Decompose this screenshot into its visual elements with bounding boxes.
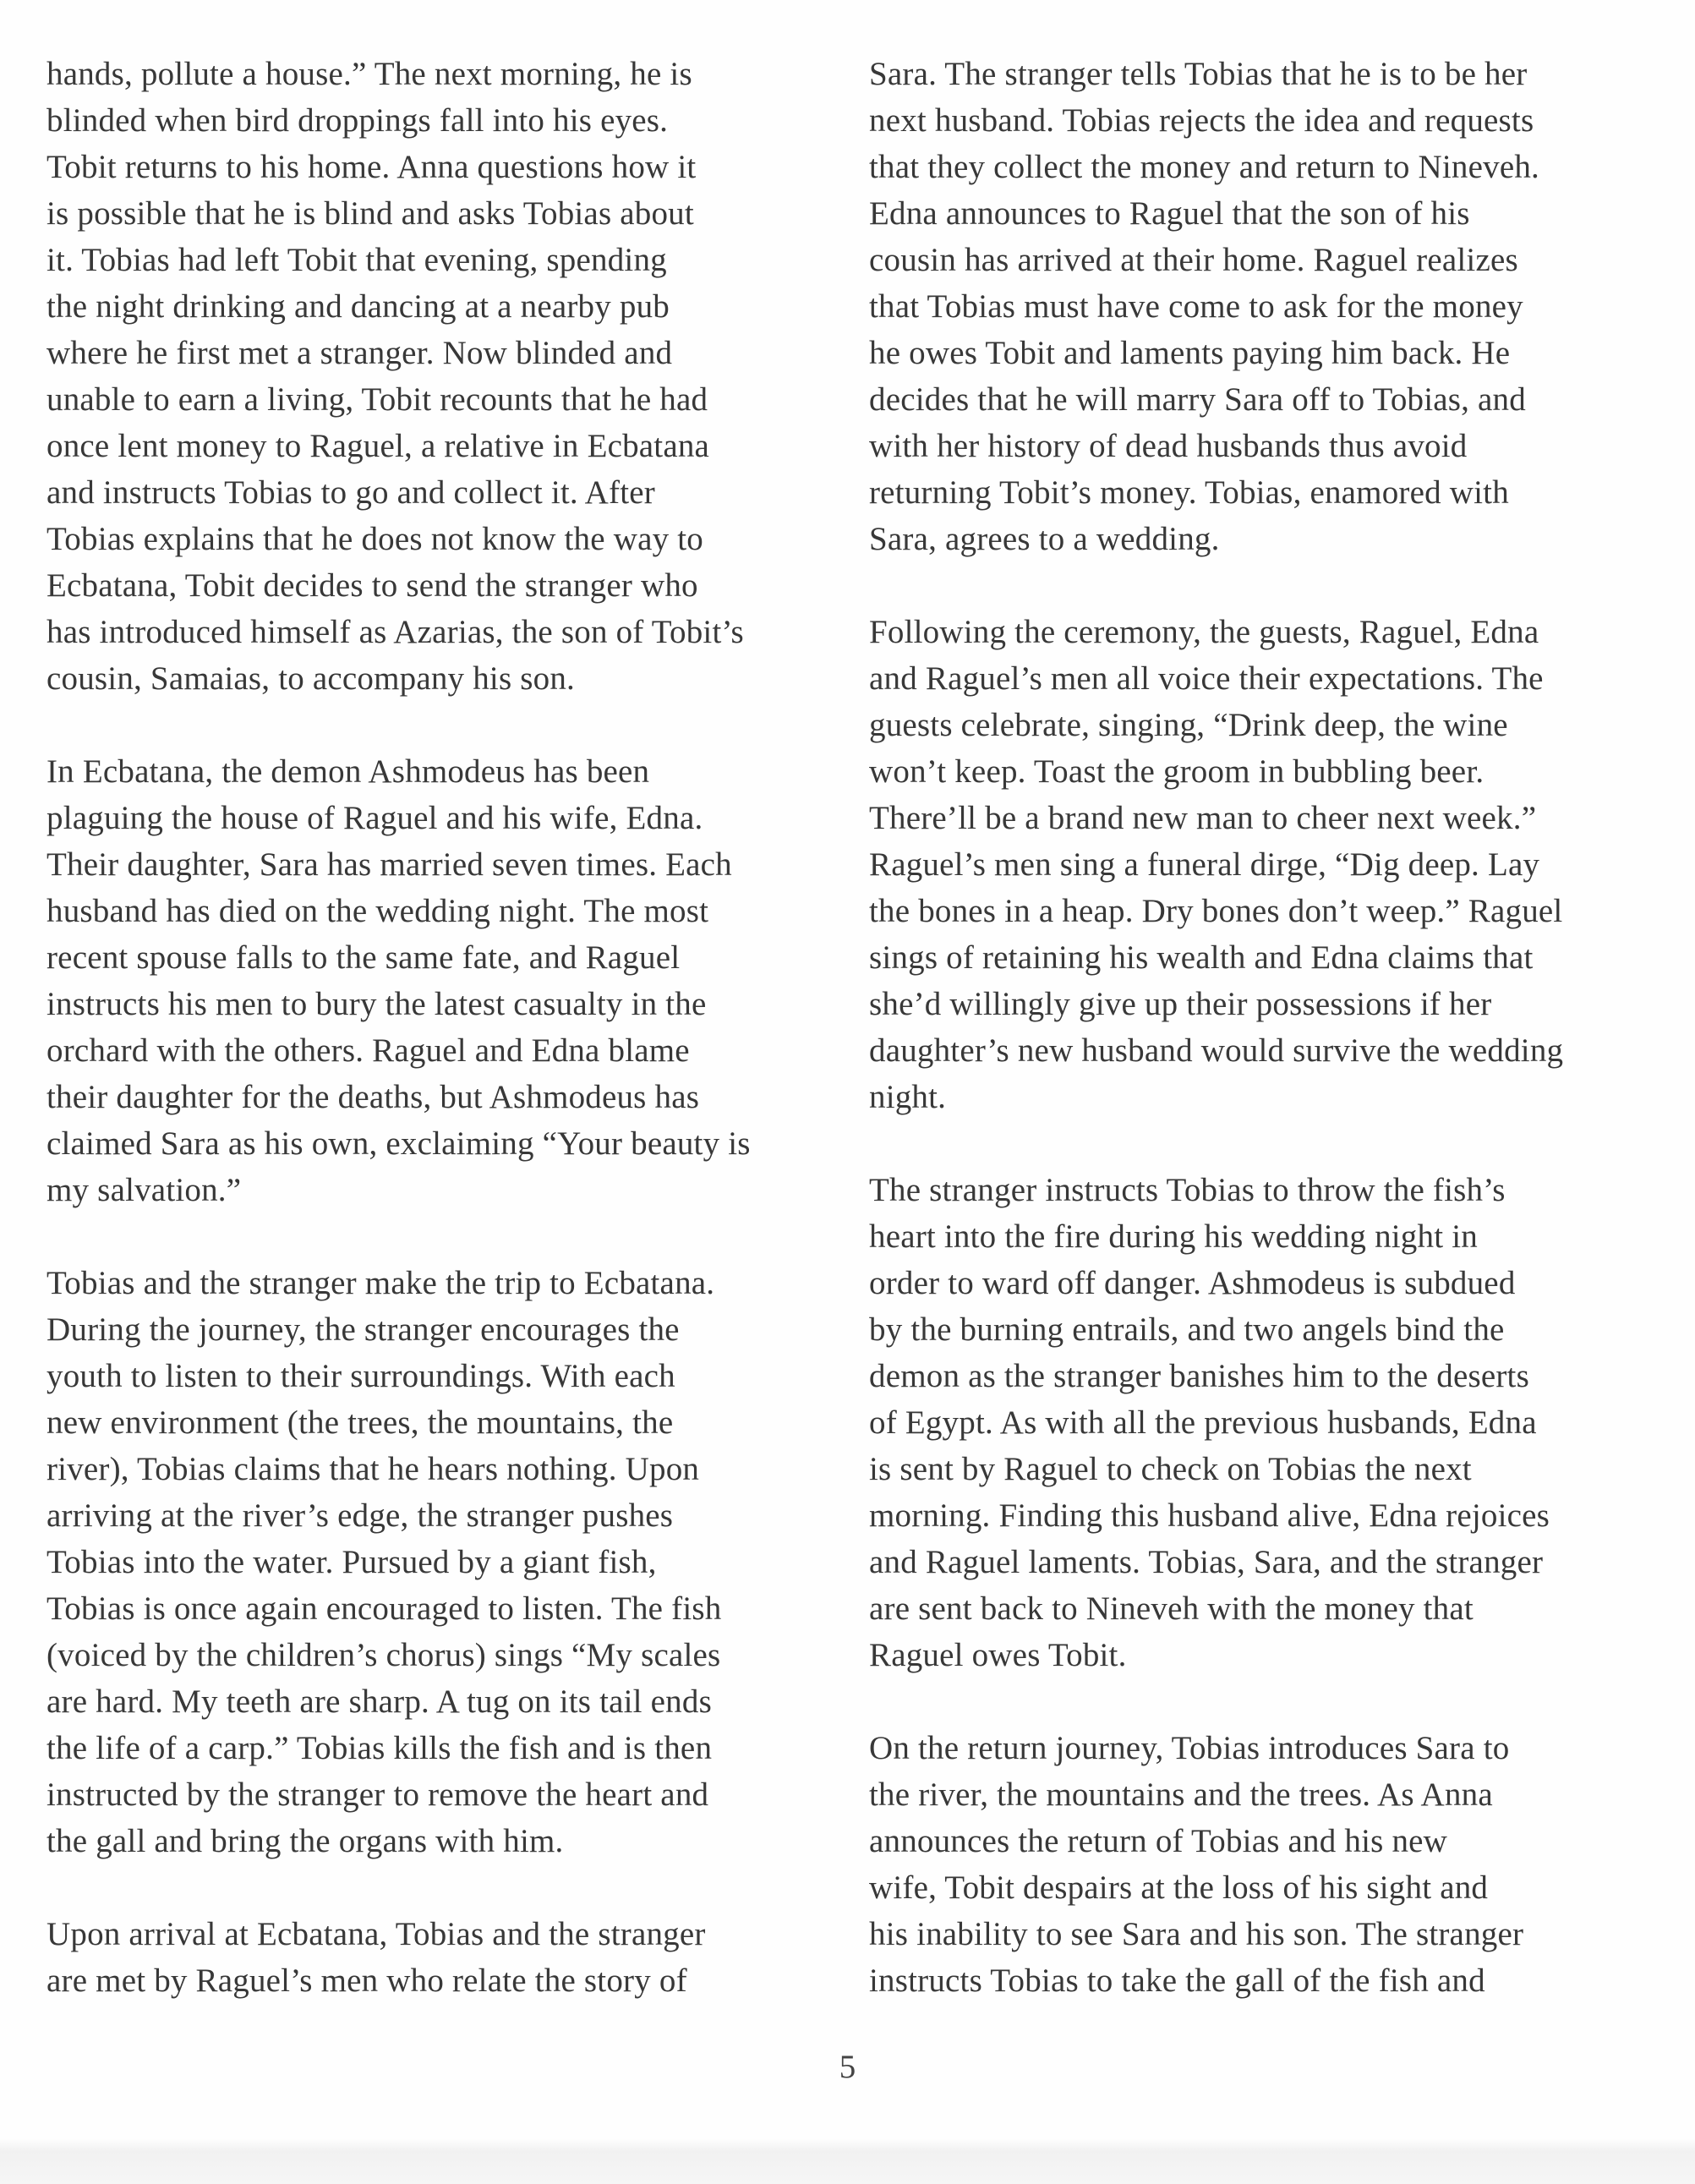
- paragraph: The stranger instructs Tobias to throw the fish’s heart into the fire during his wedding night in order to ward off danger. Ashmodeus is subdued by the burning entrails, and two angels bind the demon as the stranger banishes him to the deserts of Egypt. As with all the previous husbands, Edna is sent by Raguel to check on Tobias the next morning. Finding this husband alive, Edna rejoices and Raguel laments. Tobias, Sara, and the stranger are sent back to Nineveh with the money that Raguel owes Tobit.: [869, 1172, 1550, 1673]
- paragraph: Tobias and the stranger make the trip to Ecbatana. During the journey, the stranger encourages the youth to listen to their surroundings. With each new environment (the trees, the mountains, the river), Tobias claims that he hears nothing. Upon arriving at the river’s edge, the stranger pushes Tobias into the water. Pursued by a giant fish, Tobias is once again encouraged to listen. The fish (voiced by the children’s chorus) sings “My scales are hard. My teeth are sharp. A tug on its tail ends the life of a carp.” Tobias kills the fish and is then instructed by the stranger to remove the heart and the gall and bring the organs with him.: [46, 1265, 722, 1859]
- paragraph: Following the ceremony, the guests, Raguel, Edna and Raguel’s men all voice their expectations. The guests celebrate, singing, “Drink deep, the wine won’t keep. Toast the groom in bubbling beer. There’ll be a brand new man to cheer next week.” Raguel’s men sing a funeral dirge, “Dig deep. Lay the bones in a heap. Dry bones don’t weep.” Raguel sings of retaining his wealth and Edna claims that she’d willingly give up their possessions if her daughter’s new husband would survive the wedding night.: [869, 614, 1564, 1115]
- paragraph: On the return journey, Tobias introduces Sara to the river, the mountains and the trees. As Anna announces the return of Tobias and his new wife, Tobit despairs at the loss of his sight and his inability to see Sara and his son. The stranger instructs Tobias to take the gall of the fish and: [869, 1730, 1524, 1999]
- right-column: [869, 51, 1664, 2004]
- paragraph: hands, pollute a house.” The next morning, he is blinded when bird droppings fall into his eyes. Tobit returns to his home. Anna questions how it is possible that he is blind and asks Tobias about it. Tobias had left Tobit that evening, spending the night drinking and dancing at a nearby pub where he first met a stranger. Now blinded and unable to earn a living, Tobit recounts that he had once lent money to Raguel, a relative in Ecbatana and instructs Tobias to go and collect it. After Tobias explains that he does not know the way to Ecbatana, Tobit decides to send the stranger who has introduced himself as Azarias, the son of Tobit’s cousin, Samaias, to accompany his son.: [46, 56, 744, 697]
- paragraph: Sara. The stranger tells Tobias that he is to be her next husband. Tobias rejects the idea and requests that they collect the money and return to Nineveh. Edna announces to Raguel that the son of his cousin has arrived at their home. Raguel realizes that Tobias must have come to ask for the money he owes Tobit and laments paying him back. He decides that he will marry Sara off to Tobias, and with her history of dead husbands thus avoid returning Tobit’s money. Tobias, enamored with Sara, agrees to a wedding.: [869, 56, 1539, 557]
- left-column: [46, 51, 841, 2004]
- paragraph: In Ecbatana, the demon Ashmodeus has been plaguing the house of Raguel and his wife, Edna. Their daughter, Sara has married seven times. Each husband has died on the wedding night. The most recent spouse falls to the same fate, and Raguel instructs his men to bury the latest casualty in the orchard with the others. Raguel and Edna blame their daughter for the deaths, but Ashmodeus has claimed Sara as his own, exclaiming “Your beauty is my salvation.”: [46, 753, 751, 1208]
- page-number: 5: [839, 2049, 856, 2085]
- paragraph: Upon arrival at Ecbatana, Tobias and the stranger are met by Raguel’s men who relate the story of: [46, 1916, 706, 1999]
- page-edge-shadow: [0, 2137, 1695, 2184]
